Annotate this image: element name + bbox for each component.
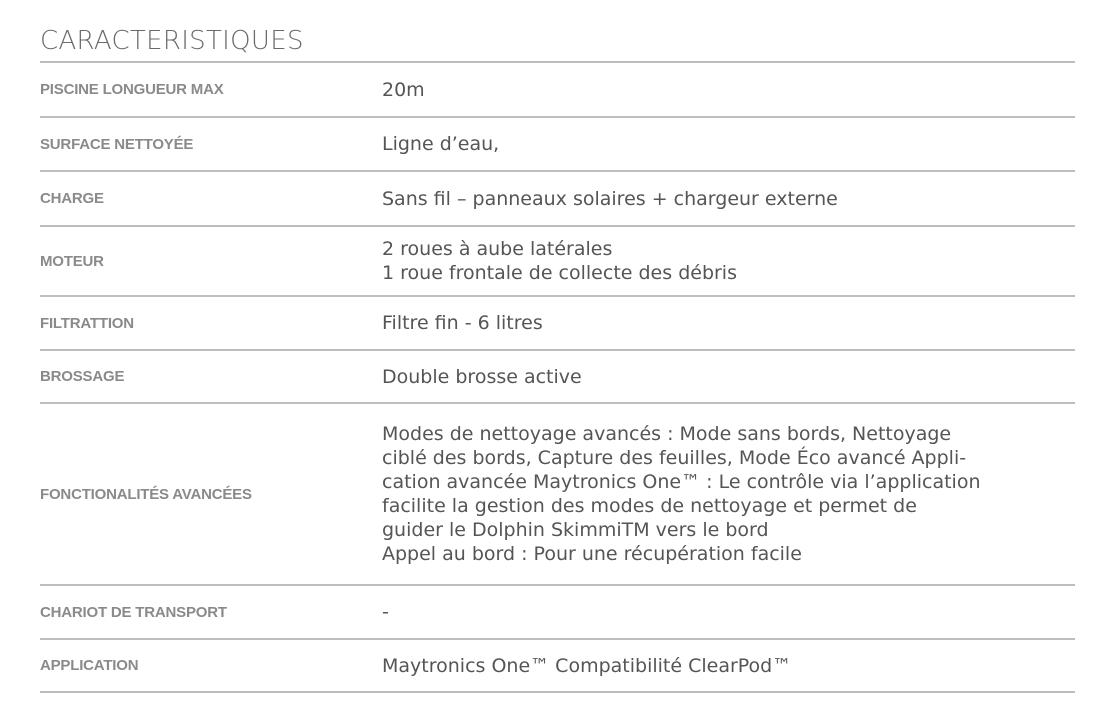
section-title: CARACTERISTIQUES	[40, 0, 1075, 63]
spec-row-charge	[40, 172, 1075, 227]
spec-value: Filtre fin - 6 litres	[382, 312, 543, 334]
spec-value: 20m	[382, 78, 425, 101]
spec-value: 2 roues à aube latérales 1 roue frontale de collecte des débris	[382, 238, 737, 284]
spec-label: SURFACE NETTOYÉE	[40, 135, 194, 153]
spec-label: PISCINE LONGUEUR MAX	[40, 81, 224, 98]
spec-label: APPLICATION	[40, 657, 139, 674]
spec-label: MOTEUR	[40, 252, 104, 270]
spec-value: Double brosse active	[382, 365, 582, 388]
spec-label: BROSSAGE	[40, 368, 125, 385]
spec-row-cleaned-surface	[40, 118, 1075, 172]
spec-row-brushing	[40, 351, 1075, 404]
spec-label: CHARGE	[40, 190, 104, 207]
spec-row-advanced-features	[40, 404, 1075, 586]
spec-value: -	[382, 601, 389, 623]
spec-row-filtration	[40, 297, 1075, 351]
spec-row-transport-cart	[40, 586, 1075, 640]
spec-label: FILTRATTION	[40, 314, 134, 332]
spec-row-motor	[40, 227, 1075, 297]
spec-value: Modes de nettoyage avancés : Mode sans bords, Nettoyage ciblé des bords, Capture des feuilles, Mode Éco avancé Appli- cation avancée Maytronics One™ : Le contrôle via l’application facilite la gestion des modes de nettoyage et permet de guider le Dolphin SkimmiTM vers le bord Appel au bord : Pour une récupération facile	[382, 423, 981, 565]
spec-row-application	[40, 640, 1075, 693]
spec-value: Maytronics One™ Compatibilité ClearPod™	[382, 654, 792, 677]
spec-value: Sans fil – panneaux solaires + chargeur externe	[382, 187, 838, 210]
specifications-table	[40, 0, 1075, 693]
spec-row-pool-length	[40, 63, 1075, 118]
spec-label: FONCTIONALITÉS AVANCÉES	[40, 485, 252, 503]
spec-label: CHARIOT DE TRANSPORT	[40, 603, 227, 621]
spec-value: Ligne d’eau,	[382, 133, 500, 155]
